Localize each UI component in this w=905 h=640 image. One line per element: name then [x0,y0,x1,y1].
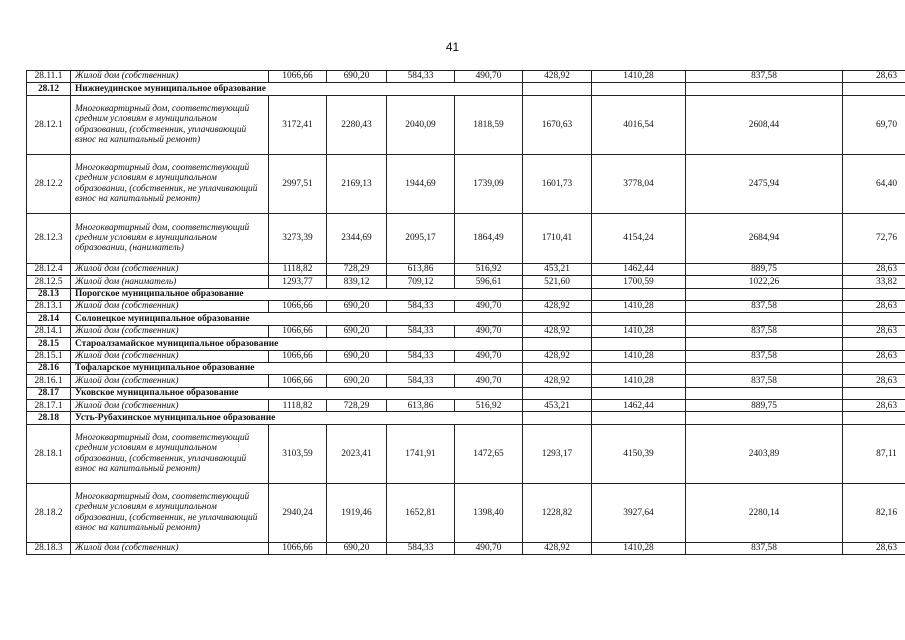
value-cell: 837,58 [686,375,843,387]
row-code: 28.13.1 [27,300,71,312]
section-row [27,83,905,95]
value-cell: 87,11 [843,424,905,483]
empty-cell [843,288,905,300]
value-cell: 1022,26 [686,276,843,288]
row-description: Жилой дом (собственник) [71,325,269,337]
row-description: Жилой дом (собственник) [71,350,269,362]
table-row [27,483,905,542]
empty-cell [686,362,843,374]
row-code: 28.12.1 [27,95,71,154]
row-description: Жилой дом (собственник) [71,71,269,83]
value-cell: 889,75 [686,263,843,275]
row-code: 28.11.1 [27,71,71,83]
value-cell: 709,12 [387,276,455,288]
value-cell: 1293,17 [523,424,592,483]
value-cell: 2940,24 [269,483,327,542]
value-cell: 1944,69 [387,154,455,213]
table-row [27,400,905,412]
row-description: Жилой дом (собственник) [71,263,269,275]
value-cell: 1410,28 [592,375,686,387]
value-cell: 28,63 [843,400,905,412]
value-cell: 1066,66 [269,325,327,337]
value-cell: 2403,89 [686,424,843,483]
value-cell: 28,63 [843,375,905,387]
value-cell: 72,76 [843,213,905,263]
section-row [27,362,905,374]
section-code: 28.18 [27,412,71,424]
value-cell: 3273,39 [269,213,327,263]
value-cell: 1118,82 [269,263,327,275]
section-title: Тофаларское муниципальное образование [71,362,523,374]
section-code: 28.13 [27,288,71,300]
empty-cell [686,387,843,399]
value-cell: 837,58 [686,71,843,83]
value-cell: 2344,69 [327,213,387,263]
table-row [27,263,905,275]
value-cell: 1066,66 [269,375,327,387]
value-cell: 584,33 [387,350,455,362]
value-cell: 28,63 [843,350,905,362]
table-row [27,424,905,483]
table-row [27,350,905,362]
value-cell: 1228,82 [523,483,592,542]
section-code: 28.17 [27,387,71,399]
value-cell: 428,92 [523,300,592,312]
value-cell: 1066,66 [269,350,327,362]
row-description: Многоквартирный дом, соответствующий средним условиям в муниципальном образовании, (наниматель) [71,213,269,263]
table-row [27,375,905,387]
value-cell: 1710,41 [523,213,592,263]
value-cell: 428,92 [523,325,592,337]
value-cell: 837,58 [686,542,843,554]
table-row [27,95,905,154]
value-cell: 2095,17 [387,213,455,263]
empty-cell [523,288,592,300]
row-description: Жилой дом (наниматель) [71,276,269,288]
value-cell: 837,58 [686,300,843,312]
empty-cell [686,412,843,424]
row-code: 28.17.1 [27,400,71,412]
value-cell: 2169,13 [327,154,387,213]
value-cell: 3778,04 [592,154,686,213]
empty-cell [686,83,843,95]
value-cell: 428,92 [523,375,592,387]
empty-cell [523,387,592,399]
row-code: 28.14.1 [27,325,71,337]
value-cell: 1700,59 [592,276,686,288]
value-cell: 2280,43 [327,95,387,154]
empty-cell [843,313,905,325]
section-code: 28.14 [27,313,71,325]
value-cell: 490,70 [455,375,523,387]
value-cell: 584,33 [387,375,455,387]
value-cell: 428,92 [523,71,592,83]
value-cell: 690,20 [327,375,387,387]
empty-cell [843,387,905,399]
value-cell: 1739,09 [455,154,523,213]
value-cell: 428,92 [523,542,592,554]
value-cell: 728,29 [327,400,387,412]
table-row [27,542,905,554]
value-cell: 584,33 [387,71,455,83]
empty-cell [843,338,905,350]
table-row [27,71,905,83]
value-cell: 490,70 [455,542,523,554]
empty-cell [592,362,686,374]
value-cell: 1652,81 [387,483,455,542]
value-cell: 4016,54 [592,95,686,154]
value-cell: 4150,39 [592,424,686,483]
row-description: Многоквартирный дом, соответствующий средним условиям в муниципальном образовании, (собственник, уплачивающий взнос на капитальный ремонт) [71,95,269,154]
value-cell: 2475,94 [686,154,843,213]
value-cell: 2684,94 [686,213,843,263]
value-cell: 1293,77 [269,276,327,288]
value-cell: 690,20 [327,350,387,362]
value-cell: 82,16 [843,483,905,542]
value-cell: 28,63 [843,542,905,554]
section-row [27,288,905,300]
section-title: Усть-Рубахинское муниципальное образование [71,412,523,424]
value-cell: 1066,66 [269,71,327,83]
value-cell: 1398,40 [455,483,523,542]
section-row [27,412,905,424]
value-cell: 2040,09 [387,95,455,154]
row-description: Многоквартирный дом, соответствующий средним условиям в муниципальном образовании, (собственник, не уплачивающий взнос на капитальный ремонт) [71,154,269,213]
empty-cell [523,338,592,350]
value-cell: 28,63 [843,71,905,83]
value-cell: 521,60 [523,276,592,288]
value-cell: 1066,66 [269,300,327,312]
empty-cell [686,338,843,350]
value-cell: 613,86 [387,263,455,275]
value-cell: 690,20 [327,542,387,554]
value-cell: 1864,49 [455,213,523,263]
empty-cell [592,83,686,95]
section-title: Солонецкое муниципальное образование [71,313,523,325]
value-cell: 2608,44 [686,95,843,154]
section-row [27,313,905,325]
empty-cell [523,362,592,374]
value-cell: 1818,59 [455,95,523,154]
value-cell: 2280,14 [686,483,843,542]
value-cell: 69,70 [843,95,905,154]
value-cell: 690,20 [327,71,387,83]
section-code: 28.16 [27,362,71,374]
row-description: Многоквартирный дом, соответствующий средним условиям в муниципальном образовании, (собственник, уплачивающий взнос на капитальный ремонт) [71,424,269,483]
section-code: 28.15 [27,338,71,350]
value-cell: 1462,44 [592,400,686,412]
value-cell: 1919,46 [327,483,387,542]
section-title: Нижнеудинское муниципальное образование [71,83,523,95]
table-row [27,213,905,263]
table-row [27,154,905,213]
section-title: Порогское муниципальное образование [71,288,523,300]
row-description: Многоквартирный дом, соответствующий средним условиям в муниципальном образовании, (собственник, не уплачивающий взнос на капитальный ремонт) [71,483,269,542]
empty-cell [592,288,686,300]
value-cell: 33,82 [843,276,905,288]
value-cell: 839,12 [327,276,387,288]
empty-cell [843,362,905,374]
empty-cell [592,387,686,399]
row-code: 28.12.4 [27,263,71,275]
empty-cell [592,313,686,325]
value-cell: 1410,28 [592,325,686,337]
value-cell: 490,70 [455,325,523,337]
section-row [27,387,905,399]
value-cell: 889,75 [686,400,843,412]
value-cell: 1066,66 [269,542,327,554]
value-cell: 490,70 [455,71,523,83]
value-cell: 3927,64 [592,483,686,542]
section-title: Староалзамайское муниципальное образование [71,338,523,350]
row-code: 28.18.2 [27,483,71,542]
row-description: Жилой дом (собственник) [71,542,269,554]
empty-cell [686,313,843,325]
empty-cell [592,338,686,350]
value-cell: 1410,28 [592,71,686,83]
section-row [27,338,905,350]
value-cell: 1601,73 [523,154,592,213]
empty-cell [843,412,905,424]
value-cell: 428,92 [523,350,592,362]
page-number: 41 [445,40,460,54]
empty-cell [843,83,905,95]
value-cell: 516,92 [455,400,523,412]
empty-cell [592,412,686,424]
value-cell: 728,29 [327,263,387,275]
value-cell: 596,61 [455,276,523,288]
value-cell: 516,92 [455,263,523,275]
value-cell: 1741,91 [387,424,455,483]
row-description: Жилой дом (собственник) [71,375,269,387]
value-cell: 1670,63 [523,95,592,154]
table-row [27,325,905,337]
row-code: 28.12.5 [27,276,71,288]
tariff-table [26,70,905,555]
value-cell: 2023,41 [327,424,387,483]
value-cell: 837,58 [686,325,843,337]
value-cell: 584,33 [387,300,455,312]
table-row [27,300,905,312]
value-cell: 490,70 [455,350,523,362]
empty-cell [686,288,843,300]
value-cell: 1118,82 [269,400,327,412]
table-row [27,276,905,288]
row-code: 28.12.2 [27,154,71,213]
value-cell: 1462,44 [592,263,686,275]
row-description: Жилой дом (собственник) [71,400,269,412]
empty-cell [523,83,592,95]
section-title: Уковское муниципальное образование [71,387,523,399]
value-cell: 613,86 [387,400,455,412]
value-cell: 64,40 [843,154,905,213]
value-cell: 584,33 [387,325,455,337]
empty-cell [523,313,592,325]
value-cell: 28,63 [843,300,905,312]
value-cell: 1472,65 [455,424,523,483]
row-code: 28.18.3 [27,542,71,554]
value-cell: 490,70 [455,300,523,312]
tariff-table-body [27,71,905,555]
value-cell: 584,33 [387,542,455,554]
value-cell: 2997,51 [269,154,327,213]
section-code: 28.12 [27,83,71,95]
value-cell: 690,20 [327,300,387,312]
row-code: 28.16.1 [27,375,71,387]
value-cell: 690,20 [327,325,387,337]
value-cell: 28,63 [843,263,905,275]
value-cell: 3172,41 [269,95,327,154]
value-cell: 453,21 [523,400,592,412]
value-cell: 1410,28 [592,350,686,362]
value-cell: 1410,28 [592,542,686,554]
row-code: 28.12.3 [27,213,71,263]
empty-cell [523,412,592,424]
value-cell: 1410,28 [592,300,686,312]
row-code: 28.15.1 [27,350,71,362]
row-description: Жилой дом (собственник) [71,300,269,312]
value-cell: 837,58 [686,350,843,362]
value-cell: 4154,24 [592,213,686,263]
row-code: 28.18.1 [27,424,71,483]
value-cell: 453,21 [523,263,592,275]
value-cell: 28,63 [843,325,905,337]
value-cell: 3103,59 [269,424,327,483]
